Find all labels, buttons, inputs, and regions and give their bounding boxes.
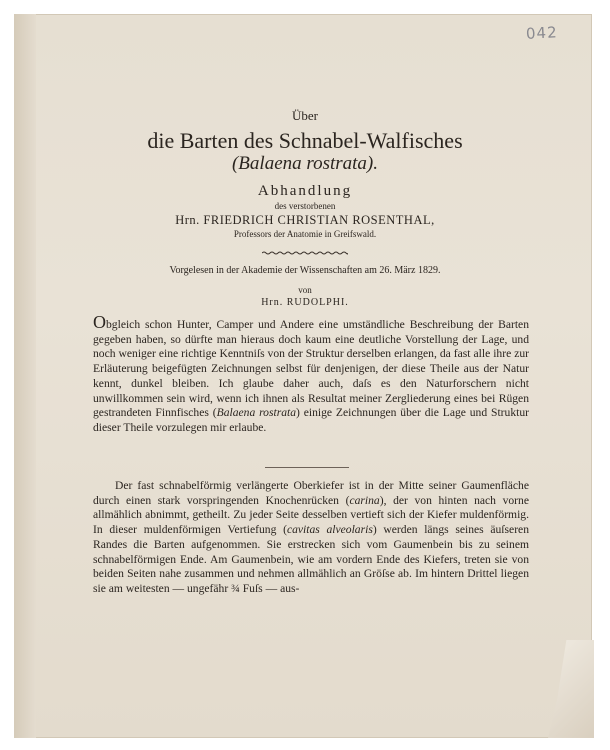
author-affiliation: Professors der Anatomie in Greifswald.: [233, 229, 377, 239]
paragraph-body-text-3: ) werden längs seines äuſseren Randes die Barten aufgenommen. Sie erstrecken sich vom Gaumenbein bis zu seinem schnabelförmigen Ende. Am Gaumenbein, wie am vordern Ende des Kiefers, treten sie von beiden Seiten nahe zusammen und nehmen allmählich an Gröſse ab. Im hintern Drittel liegen sie am weitesten — ungefähr ¾ Fuſs — aus-: [93, 523, 529, 595]
paragraph-intro-text-b: ) einige Zeichnungen über die Lage und Struktur dieser Theile vorzulegen mir erlaube.: [93, 406, 529, 434]
paragraph-body-italic-2: cavitas alveolaris: [286, 523, 373, 537]
von-label: von: [298, 285, 312, 295]
paragraph-body-italic-1: carina: [349, 493, 380, 507]
document-subtitle: (Balaena rostrata).: [231, 153, 378, 174]
document-title: die Barten des Schnabel-Walfisches: [147, 128, 463, 153]
drop-cap: O: [93, 312, 106, 332]
paragraph-body-text-1: Der fast schnabelförmig verlängerte Oberkiefer ist in der Mitte seiner Gaumenfläche durch einen stark vorspringenden Knochenrücken (: [93, 479, 529, 507]
pencil-page-number: 042: [525, 23, 559, 43]
paragraph-body-text-2: ), der von hinten nach vorne allmählich abnimmt, getheilt. Zu jeder Seite desselben vertieft sich der Kiefer muldenförmig. In dieser muldenförmigen Vertiefung (: [93, 493, 529, 537]
abhandlung-label: Abhandlung: [257, 183, 353, 199]
heading-ueber: Über: [292, 108, 318, 123]
author-name: Hrn. FRIEDRICH CHRISTIAN ROSENTHAL,: [175, 213, 435, 227]
reading-note: Vorgelesen in der Akademie der Wissenschaften am 26. März 1829.: [169, 265, 441, 276]
ornamental-divider: [262, 251, 348, 255]
paragraph-intro-text-a: bgleich schon Hunter, Camper und Andere eine umständliche Beschreibung der Barten gegeben haben, so dürfte man hieraus doch kaum eine deutliche Vorstellung der Lage, und noch weniger eine richtige Kenntniſs von der Struktur derselben erlangen, da fast alle ihre zur Erläuterung beigefügten Zeichnungen selbst für denjenigen, der diese Theile aus der Natur kennt, dunkel bleiben. Ich glaube daher auch, daſs es den Naturforschern nicht unwillkommen sein wird, wenn ich ihnen als Resultat meiner Zergliederung eines bei Rügen gestrandeten Finnfisches (: [93, 318, 529, 420]
presenter-name: Hrn. RUDOLPHI.: [261, 297, 349, 308]
des-verstorbenen-label: des verstorbenen: [274, 201, 336, 211]
paragraph-body: [93, 479, 529, 597]
paragraph-intro: [93, 312, 529, 436]
section-rule: [265, 467, 349, 468]
paragraph-intro-italic: Balaena rostrata: [216, 406, 297, 420]
